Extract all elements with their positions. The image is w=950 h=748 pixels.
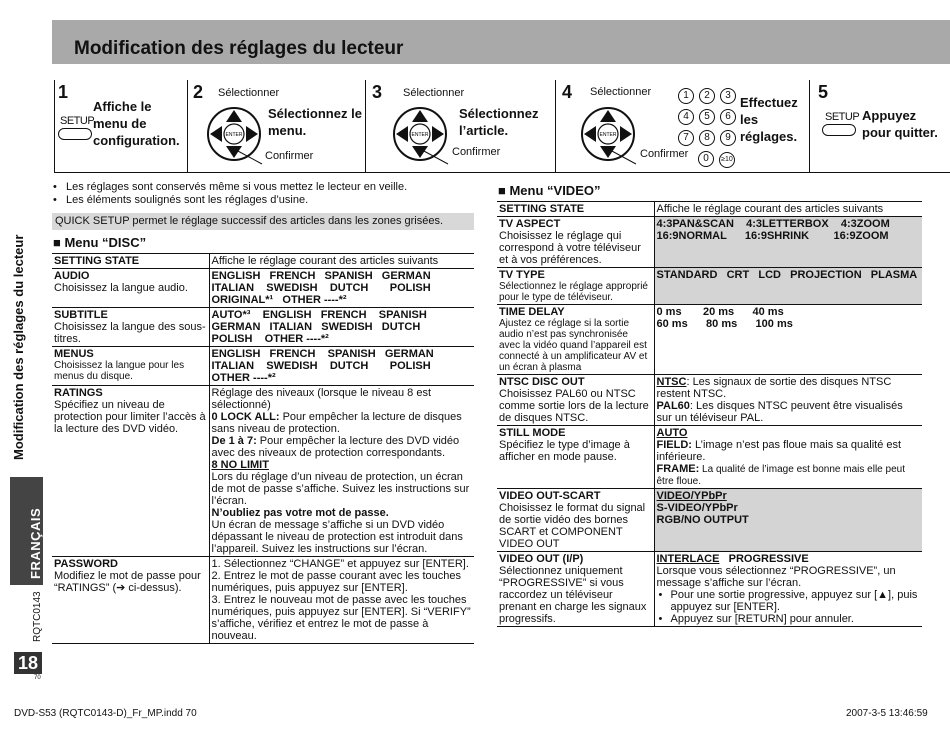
row-desc: Ajustez ce réglage si la sortie audio n’est pas synchronisée avec la vidéo quand l’appareil est connecté à un amplificateur AV et un écran à plasma xyxy=(499,318,648,373)
notes-list xyxy=(53,181,473,207)
disc-menu-heading: ■ Menu “DISC” xyxy=(53,235,147,250)
subtitle-options-2: GERMAN ITALIAN SWEDISH DUTCH xyxy=(211,321,421,333)
row-desc: Modifiez le mot de passe pour “RATINGS” (➔ ci-dessus). xyxy=(54,570,201,594)
ratings-range-label: De 1 à 7: xyxy=(211,435,257,447)
video-menu-heading: ■ Menu “VIDEO” xyxy=(498,183,601,198)
still-field-text: L’image n’est pas floue mais sa qualité est inférieure. xyxy=(656,439,902,463)
still-frame-option: FRAME: xyxy=(656,463,700,475)
table-row: VIDEO OUT (I/P) Sélectionnez uniquement “PROGRESSIVE” si vous raccordez un téléviseur prenant en charge les signaux progressifs. INTERLACE PROGRESSIVE Lorsque vous sélectionnez “PROGRESSIVE”, un message s’affiche sur l’écran. • Pour une sortie progressive, appuyez sur [▲], puis appuyez sur [ENTER]. • Appuyez sur [RETURN] pour annuler. xyxy=(497,552,922,627)
audio-options-3: ORIGINAL*¹ OTHER ----*² xyxy=(211,294,347,306)
row-label: NTSC DISC OUT xyxy=(499,376,585,388)
pal60-option: PAL60 xyxy=(656,400,690,412)
step-4-number: 4 xyxy=(562,82,573,102)
setup-label: SETUP xyxy=(60,115,95,127)
row-label: SETTING STATE xyxy=(52,254,209,269)
tv-aspect-options-1: 4:3PAN&SCAN 4:3LETTERBOX 4:3ZOOM xyxy=(656,218,890,230)
row-label: SUBTITLE xyxy=(54,309,108,321)
ratings-lock-label: 0 LOCK ALL: xyxy=(211,411,280,423)
key-2: 2 xyxy=(699,88,715,104)
ip-bullet-2: Appuyez sur [RETURN] pour annuler. xyxy=(670,613,854,625)
row-desc: Choisissez la langue des sous-titres. xyxy=(54,321,206,345)
pal60-option-text: : Les disques NTSC peuvent être visualisés sur un téléviseur PAL. xyxy=(656,400,903,424)
quick-setup-note: QUICK SETUP permet le réglage successif des articles dans les zones grisées. xyxy=(52,213,474,230)
scart-option-1: VIDEO/YPbPr xyxy=(656,490,727,502)
ip-bullet-1: Pour une sortie progressive, appuyez sur [▲], puis appuyez sur [ENTER]. xyxy=(670,589,918,613)
step-4-text: Effectuez les réglages. xyxy=(740,95,798,144)
table-row xyxy=(497,305,922,375)
table-row xyxy=(497,202,922,217)
time-delay-options-1: 0 ms 20 ms 40 ms xyxy=(656,306,784,318)
side-section-title: Modification des réglages du lecteur xyxy=(11,234,26,460)
ratings-nolimit-label: 8 NO LIMIT xyxy=(211,459,269,471)
row-desc: Choisissez le réglage qui correspond à votre téléviseur et à vos préférences. xyxy=(499,230,641,266)
confirm-label: Confirmer xyxy=(452,146,501,158)
row-label: TIME DELAY xyxy=(499,306,565,318)
row-desc: Affiche le réglage courant des articles suivants xyxy=(654,202,922,217)
page-number-small: 70 xyxy=(34,675,41,681)
row-label: TV TYPE xyxy=(499,269,545,281)
subtitle-options-3: POLISH OTHER ----*² xyxy=(211,333,329,345)
ratings-nolimit-text: Lors du réglage d’un niveau de protection, un écran de mot de passe s’affiche. Suivez les instructions sur l’écran. xyxy=(211,471,470,507)
progressive-option: PROGRESSIVE xyxy=(728,553,809,565)
row-desc: Choisissez PAL60 ou NTSC comme sortie lors de la lecture de disques NTSC. xyxy=(499,388,649,424)
step-5-number: 5 xyxy=(818,82,829,102)
ratings-intro: Réglage des niveaux (lorsque le niveau 8 est sélectionné) xyxy=(211,387,432,411)
audio-options-2: ITALIAN SWEDISH DUTCH POLISH xyxy=(211,282,431,294)
enter-key-label: ENTER xyxy=(411,132,429,138)
ratings-lock-text: Pour empêcher la lecture de disques sans niveau de protection. xyxy=(211,411,462,435)
row-label: SETTING STATE xyxy=(497,202,654,217)
row-label: AUDIO xyxy=(54,270,90,282)
key-5: 5 xyxy=(699,109,715,125)
tv-type-options: STANDARD CRT LCD PROJECTION PLASMA xyxy=(656,269,918,281)
row-desc: Sélectionnez le réglage approprié pour le type de téléviseur. xyxy=(499,281,648,303)
navigation-pad-icon xyxy=(574,104,640,166)
step-5-text: Appuyez pour quitter. xyxy=(862,108,938,140)
enter-key-label: ENTER xyxy=(225,132,243,138)
select-label: Sélectionner xyxy=(590,86,652,98)
subtitle-options-1: AUTO*³ ENGLISH FRENCH SPANISH xyxy=(211,309,427,321)
disc-table xyxy=(52,253,474,644)
key-10: ≥10 xyxy=(719,152,735,168)
ratings-warning: N’oubliez pas votre mot de passe. xyxy=(211,507,389,519)
menus-options-2: ITALIAN SWEDISH DUTCH POLISH xyxy=(211,360,431,372)
step-3-text: Sélectionnez l’article. xyxy=(459,106,539,138)
row-label: MENUS xyxy=(54,348,94,360)
table-row xyxy=(52,386,474,557)
page-title: Modification des réglages du lecteur xyxy=(74,38,404,59)
table-row xyxy=(497,375,922,426)
ratings-range-text: Pour empêcher la lecture des DVD vidéo avec des niveaux de protection correspondants. xyxy=(211,435,460,459)
row-label: VIDEO OUT-SCART xyxy=(499,490,601,502)
interlace-option: INTERLACE xyxy=(656,553,720,565)
footer-timestamp: 2007-3-5 13:46:59 xyxy=(846,708,928,719)
row-desc: Affiche le réglage courant des articles suivants xyxy=(209,254,474,269)
row-label: RATINGS xyxy=(54,387,103,399)
step-3-number: 3 xyxy=(372,82,383,102)
model-code: RQTC0143 xyxy=(32,591,43,642)
key-7: 7 xyxy=(678,130,694,146)
select-label: Sélectionner xyxy=(403,87,465,99)
setup-button-icon xyxy=(822,124,856,136)
table-row xyxy=(497,426,922,489)
setup-button-icon xyxy=(58,128,92,140)
select-label: Sélectionner xyxy=(218,87,280,99)
setup-label: SETUP xyxy=(825,111,860,123)
key-1: 1 xyxy=(678,88,694,104)
key-0: 0 xyxy=(698,151,714,167)
menus-options-1: ENGLISH FRENCH SPANISH GERMAN xyxy=(211,348,434,360)
password-step-1: 1. Sélectionnez “CHANGE” et appuyez sur [ENTER]. xyxy=(211,558,469,570)
ratings-warning-text: Un écran de message s’affiche si un DVD vidéo dépassant le niveau de protection est introduit dans l’appareil. Suivez les instructions sur l’écran. xyxy=(211,519,463,555)
ip-note: Lorsque vous sélectionnez “PROGRESSIVE”, un message s’affiche sur l’écran. xyxy=(656,565,896,589)
menus-options-3: OTHER ----*² xyxy=(211,372,276,384)
navigation-pad-icon xyxy=(386,104,452,166)
step-2-text: Sélectionnez le menu. xyxy=(268,106,362,138)
audio-options-1: ENGLISH FRENCH SPANISH GERMAN xyxy=(211,270,431,282)
row-label: PASSWORD xyxy=(54,558,118,570)
key-4: 4 xyxy=(678,109,694,125)
table-row xyxy=(52,557,474,644)
scart-option-3: RGB/NO OUTPUT xyxy=(656,514,749,526)
note-item: • Les éléments soulignés sont les réglages d’usine. xyxy=(53,194,473,207)
confirm-label: Confirmer xyxy=(640,148,689,160)
ntsc-option: NTSC xyxy=(656,376,687,388)
row-desc: Spécifiez un niveau de protection pour limiter l’accès à la lecture des DVD vidéo. xyxy=(54,399,206,435)
key-3: 3 xyxy=(720,88,736,104)
row-desc: Spécifiez le type d’image à afficher en mode pause. xyxy=(499,439,630,463)
row-desc: Choisissez le format du signal de sortie vidéo des bornes SCART et COMPONENT VIDEO OUT xyxy=(499,502,646,550)
row-label: STILL MODE xyxy=(499,427,566,439)
step-1-number: 1 xyxy=(58,82,69,102)
row-label: VIDEO OUT (I/P) xyxy=(499,553,584,565)
note-item: • Les réglages sont conservés même si vous mettez le lecteur en veille. xyxy=(53,181,473,194)
still-field-option: FIELD: xyxy=(656,439,692,451)
key-8: 8 xyxy=(699,130,715,146)
row-label: TV ASPECT xyxy=(499,218,561,230)
password-step-3: 3. Entrez le nouveau mot de passe avec les touches numériques, puis appuyez sur [ENTER]. Si “VERIFY” s’affiche, vérifiez et entrez le mot de passe à nouveau. xyxy=(211,594,471,642)
step-2-number: 2 xyxy=(193,82,204,102)
table-row xyxy=(497,489,922,552)
key-6: 6 xyxy=(720,109,736,125)
still-auto-option: AUTO xyxy=(656,427,688,439)
table-row xyxy=(52,308,474,347)
footer-filename: DVD-S53 (RQTC0143-D)_Fr_MP.indd 70 xyxy=(14,708,197,719)
ntsc-option-text: : Les signaux de sortie des disques NTSC restent NTSC. xyxy=(656,376,892,400)
step-1-text: Affiche le menu de configuration. xyxy=(93,99,180,148)
key-9: 9 xyxy=(720,130,736,146)
table-row xyxy=(497,217,922,268)
password-step-2: 2. Entrez le mot de passe courant avec les touches numériques, puis appuyez sur [ENTER]. xyxy=(211,570,461,594)
still-frame-text: La qualité de l’image est bonne mais elle peut être floue. xyxy=(656,464,905,487)
navigation-pad-icon xyxy=(200,104,266,166)
time-delay-options-2: 60 ms 80 ms 100 ms xyxy=(656,318,793,330)
confirm-label: Confirmer xyxy=(265,150,314,162)
scart-option-2: S-VIDEO/YPbPr xyxy=(656,502,738,514)
table-row xyxy=(52,347,474,386)
enter-key-label: ENTER xyxy=(599,132,617,138)
tv-aspect-options-2: 16:9NORMAL 16:9SHRINK 16:9ZOOM xyxy=(656,230,889,242)
video-table xyxy=(497,201,922,627)
table-row xyxy=(497,268,922,305)
page-number: 18 xyxy=(14,652,42,674)
row-desc: Choisissez la langue audio. xyxy=(54,282,188,294)
table-row xyxy=(52,254,474,269)
language-tab-label: FRANÇAIS xyxy=(28,507,43,579)
table-row xyxy=(52,269,474,308)
row-desc: Sélectionnez uniquement “PROGRESSIVE” si vous raccordez un téléviseur prenant en charge les signaux progressifs. xyxy=(499,565,647,625)
row-desc: Choisissez la langue pour les menus du disque. xyxy=(54,360,185,382)
